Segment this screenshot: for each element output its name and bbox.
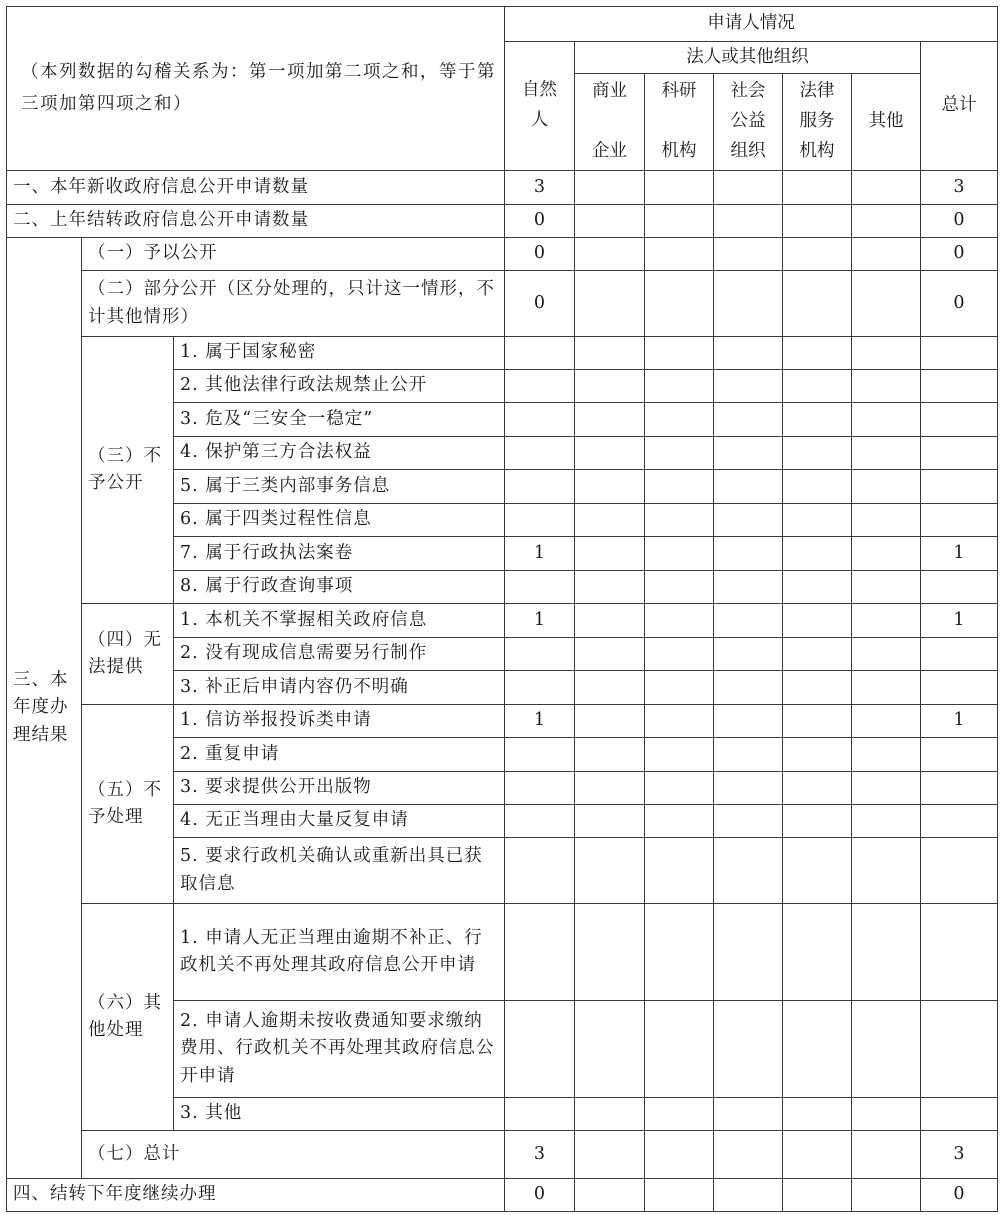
public-welfare-header: 社会 公益 组织 [713,73,783,171]
not-processed-item-col6-value [851,804,921,838]
not-processed-item-col3-value [644,737,714,772]
not-processed-item-col3-value [644,771,714,805]
row-new-requests-col6-value [851,170,921,205]
not-disclosed-item-col1-value [504,369,575,403]
not-processed-item-label: 2. 重复申请 [173,737,505,772]
unable-to-provide-item-col6-value [851,603,921,638]
commercial-header: 商业 企业 [574,73,645,171]
other-handling-item-col4-value [713,903,783,1001]
row-carry-forward-col6-value [851,1178,921,1212]
other-handling-item-col7-value [920,1000,998,1098]
not-disclosed-item-col6-value [851,402,921,437]
not-disclosed-item-col4-value [713,369,783,403]
unable-to-provide-item-col4-value [713,670,783,705]
other-handling-item-col2-value [574,1000,645,1098]
not-disclosed-item-col4-value [713,402,783,437]
not-disclosed-item-label: 1. 属于国家秘密 [173,336,505,370]
not-disclosed-item-col3-value [644,436,714,470]
total-header: 总计 [920,41,998,171]
other-handling-item-col3-value [644,903,714,1001]
not-disclosed-item-col6-value [851,503,921,537]
row-new-requests-col1-value: 3 [504,170,575,205]
not-processed-item-col2-value [574,737,645,772]
unable-to-provide-item-label: 3. 补正后申请内容仍不明确 [173,670,505,705]
not-processed-item-col1-value [504,737,575,772]
row-label-subtotal: （七）总计 [81,1130,505,1179]
not-disclosed-item-col6-value [851,436,921,470]
not-disclosed-item-col1-value [504,336,575,370]
unable-to-provide-item-col5-value [782,670,852,705]
row-carry-forward-col5-value [782,1178,852,1212]
research-header: 科研 机构 [644,73,714,171]
not-disclosed-item-col4-value [713,469,783,504]
unable-to-provide-item-col6-value [851,637,921,671]
not-processed-item-col2-value [574,771,645,805]
other-handling-item-col7-value [920,1097,998,1131]
section-label-results: 三、本年度办理结果 [6,237,82,1179]
not-disclosed-item-label: 6. 属于四类过程性信息 [173,503,505,537]
unable-to-provide-item-col3-value [644,670,714,705]
other-handling-item-col1-value [504,1097,575,1131]
other-handling-item-col4-value [713,1097,783,1131]
legal-service-header: 法律 服务 机构 [782,73,852,171]
table-note: （本列数据的勾稽关系为：第一项加第二项之和，等于第三项加第四项之和） [6,6,505,171]
not-disclosed-item-col2-value [574,402,645,437]
not-disclosed-item-col1-value [504,469,575,504]
unable-to-provide-item-col6-value [851,670,921,705]
not-processed-item-col6-value [851,771,921,805]
row-disclosed-col4-value [713,237,783,271]
not-processed-item-col5-value [782,704,852,738]
unable-to-provide-item-label: 1. 本机关不掌握相关政府信息 [173,603,505,638]
row-carried-over-col1-value: 0 [504,204,575,238]
other-handling-item-col5-value [782,1000,852,1098]
row-partially-disclosed-col5-value [782,270,852,337]
row-partially-disclosed-col4-value [713,270,783,337]
other-handling-item-col1-value [504,1000,575,1098]
row-subtotal-col1-value: 3 [504,1130,575,1179]
unable-to-provide-item-col5-value [782,603,852,638]
natural-person-header: 自然 人 [504,41,575,171]
not-processed-item-label: 1. 信访举报投诉类申请 [173,704,505,738]
not-disclosed-item-col5-value [782,369,852,403]
not-processed-item-col3-value [644,837,714,904]
row-new-requests-col2-value [574,170,645,205]
not-processed-item-label: 4. 无正当理由大量反复申请 [173,804,505,838]
not-disclosed-item-col4-value [713,436,783,470]
not-processed-item-col1-value [504,804,575,838]
not-disclosed-item-col6-value [851,536,921,571]
not-disclosed-item-col2-value [574,570,645,604]
not-processed-item-col3-value [644,804,714,838]
unable-to-provide-item-label: 2. 没有现成信息需要另行制作 [173,637,505,671]
not-processed-item-col1-value [504,771,575,805]
unable-to-provide-item-col7-value [920,670,998,705]
not-processed-item-col4-value [713,704,783,738]
not-disclosed-item-label: 7. 属于行政执法案卷 [173,536,505,571]
row-partially-disclosed-col6-value [851,270,921,337]
not-disclosed-item-col3-value [644,503,714,537]
not-processed-item-col5-value [782,771,852,805]
not-disclosed-item-col6-value [851,469,921,504]
unable-to-provide-item-col3-value [644,603,714,638]
row-carried-over-col5-value [782,204,852,238]
row-subtotal-col5-value [782,1130,852,1179]
not-disclosed-item-col7-value [920,469,998,504]
not-disclosed-item-label: 3. 危及“三安全一稳定” [173,402,505,437]
row-subtotal-col7-value: 3 [920,1130,998,1179]
not-disclosed-item-col3-value [644,336,714,370]
row-new-requests-col4-value [713,170,783,205]
row-carry-forward-col4-value [713,1178,783,1212]
not-disclosed-item-col7-value [920,503,998,537]
not-disclosed-item-col5-value [782,503,852,537]
not-disclosed-item-col2-value [574,336,645,370]
row-partially-disclosed-col7-value: 0 [920,270,998,337]
not-disclosed-item-col2-value [574,536,645,571]
not-processed-item-col7-value [920,771,998,805]
not-processed-label: （五）不予处理 [81,704,174,904]
not-disclosed-item-col3-value [644,369,714,403]
not-processed-item-col5-value [782,837,852,904]
not-processed-item-col7-value [920,737,998,772]
row-disclosed-col7-value: 0 [920,237,998,271]
not-disclosed-item-col7-value [920,336,998,370]
unable-to-provide-item-col2-value [574,670,645,705]
not-disclosed-item-col3-value [644,570,714,604]
unable-to-provide-item-col7-value: 1 [920,603,998,638]
not-disclosed-item-col1-value: 1 [504,536,575,571]
row-subtotal-col4-value [713,1130,783,1179]
not-disclosed-item-col4-value [713,503,783,537]
row-subtotal-col3-value [644,1130,714,1179]
not-disclosed-item-col2-value [574,369,645,403]
row-partially-disclosed-col2-value [574,270,645,337]
not-processed-item-col5-value [782,804,852,838]
other-handling-item-col3-value [644,1000,714,1098]
row-label-carried-over: 二、上年结转政府信息公开申请数量 [6,204,505,238]
unable-to-provide-item-col3-value [644,637,714,671]
not-processed-item-label: 3. 要求提供公开出版物 [173,771,505,805]
not-disclosed-item-col3-value [644,536,714,571]
row-carry-forward-col3-value [644,1178,714,1212]
not-disclosed-item-col6-value [851,570,921,604]
not-processed-item-col7-value: 1 [920,704,998,738]
not-processed-item-col2-value [574,837,645,904]
other-handling-item-col5-value [782,1097,852,1131]
row-carried-over-col6-value [851,204,921,238]
not-disclosed-item-col4-value [713,570,783,604]
row-disclosed-col6-value [851,237,921,271]
not-disclosed-item-label: 4. 保护第三方合法权益 [173,436,505,470]
row-label-new-requests: 一、本年新收政府信息公开申请数量 [6,170,505,205]
row-disclosed-col5-value [782,237,852,271]
not-processed-item-col2-value [574,804,645,838]
row-carry-forward-col2-value [574,1178,645,1212]
other-handling-item-col2-value [574,903,645,1001]
unable-to-provide-item-col7-value [920,637,998,671]
row-label-disclosed: （一）予以公开 [81,237,505,271]
not-disclosed-item-col3-value [644,402,714,437]
not-disclosed-item-col3-value [644,469,714,504]
not-disclosed-label: （三）不予公开 [81,336,174,604]
row-label-carry-forward: 四、结转下年度继续办理 [6,1178,505,1212]
not-disclosed-item-col1-value [504,503,575,537]
unable-to-provide-item-col2-value [574,603,645,638]
not-processed-item-col4-value [713,737,783,772]
not-disclosed-item-col6-value [851,336,921,370]
not-disclosed-item-label: 8. 属于行政查询事项 [173,570,505,604]
row-new-requests-col3-value [644,170,714,205]
not-processed-item-col6-value [851,704,921,738]
row-carried-over-col4-value [713,204,783,238]
other-handling-item-col6-value [851,903,921,1001]
row-carry-forward-col1-value: 0 [504,1178,575,1212]
unable-to-provide-item-col1-value [504,637,575,671]
row-label-partially-disclosed: （二）部分公开（区分处理的，只计这一情形，不计其他情形） [81,270,505,337]
row-new-requests-col7-value: 3 [920,170,998,205]
other-handling-item-col1-value [504,903,575,1001]
other-handling-item-col7-value [920,903,998,1001]
other-handling-item-col4-value [713,1000,783,1098]
row-disclosed-col3-value [644,237,714,271]
unable-to-provide-item-col5-value [782,637,852,671]
row-subtotal-col2-value [574,1130,645,1179]
not-disclosed-item-col5-value [782,402,852,437]
not-disclosed-item-col7-value [920,570,998,604]
other-handling-item-col2-value [574,1097,645,1131]
not-processed-item-col7-value [920,837,998,904]
other-handling-label: （六）其他处理 [81,903,174,1131]
not-disclosed-item-col7-value [920,402,998,437]
other-handling-item-col3-value [644,1097,714,1131]
other-handling-item-label: 2. 申请人逾期未按收费通知要求缴纳费用、行政机关不再处理其政府信息公开申请 [173,1000,505,1098]
row-carried-over-col2-value [574,204,645,238]
unable-to-provide-label: （四）无法提供 [81,603,174,705]
not-processed-item-col3-value [644,704,714,738]
not-disclosed-item-col2-value [574,436,645,470]
not-disclosed-item-col5-value [782,536,852,571]
unable-to-provide-item-col2-value [574,637,645,671]
applicant-header: 申请人情况 [504,6,998,42]
not-disclosed-item-col7-value: 1 [920,536,998,571]
not-disclosed-item-col7-value [920,369,998,403]
not-processed-item-col2-value [574,704,645,738]
row-disclosed-col1-value: 0 [504,237,575,271]
other-handling-item-label: 3. 其他 [173,1097,505,1131]
not-processed-item-col7-value [920,804,998,838]
not-processed-item-col4-value [713,837,783,904]
not-processed-item-col4-value [713,804,783,838]
row-partially-disclosed-col1-value: 0 [504,270,575,337]
unable-to-provide-item-col1-value: 1 [504,603,575,638]
not-disclosed-item-label: 5. 属于三类内部事务信息 [173,469,505,504]
row-carried-over-col3-value [644,204,714,238]
not-disclosed-item-col4-value [713,336,783,370]
not-disclosed-item-col5-value [782,336,852,370]
row-carry-forward-col7-value: 0 [920,1178,998,1212]
row-new-requests-col5-value [782,170,852,205]
not-disclosed-item-col4-value [713,536,783,571]
not-disclosed-item-col5-value [782,469,852,504]
unable-to-provide-item-col4-value [713,637,783,671]
not-disclosed-item-label: 2. 其他法律行政法规禁止公开 [173,369,505,403]
row-subtotal-col6-value [851,1130,921,1179]
other-handling-item-label: 1. 申请人无正当理由逾期不补正、行政机关不再处理其政府信息公开申请 [173,903,505,1001]
not-processed-item-col1-value: 1 [504,704,575,738]
not-disclosed-item-col6-value [851,369,921,403]
not-disclosed-item-col1-value [504,436,575,470]
not-disclosed-item-col1-value [504,402,575,437]
not-disclosed-item-col5-value [782,570,852,604]
not-disclosed-item-col1-value [504,570,575,604]
other-handling-item-col6-value [851,1097,921,1131]
not-processed-item-col6-value [851,737,921,772]
other-handling-item-col5-value [782,903,852,1001]
not-processed-item-label: 5. 要求行政机关确认或重新出具已获取信息 [173,837,505,904]
not-disclosed-item-col2-value [574,469,645,504]
other-header: 其他 [851,73,921,171]
not-processed-item-col1-value [504,837,575,904]
not-processed-item-col4-value [713,771,783,805]
not-disclosed-item-col7-value [920,436,998,470]
other-handling-item-col6-value [851,1000,921,1098]
row-partially-disclosed-col3-value [644,270,714,337]
not-processed-item-col6-value [851,837,921,904]
legal-group-header: 法人或其他组织 [574,41,921,74]
unable-to-provide-item-col4-value [713,603,783,638]
unable-to-provide-item-col1-value [504,670,575,705]
not-disclosed-item-col2-value [574,503,645,537]
not-disclosed-item-col5-value [782,436,852,470]
row-disclosed-col2-value [574,237,645,271]
not-processed-item-col5-value [782,737,852,772]
row-carried-over-col7-value: 0 [920,204,998,238]
